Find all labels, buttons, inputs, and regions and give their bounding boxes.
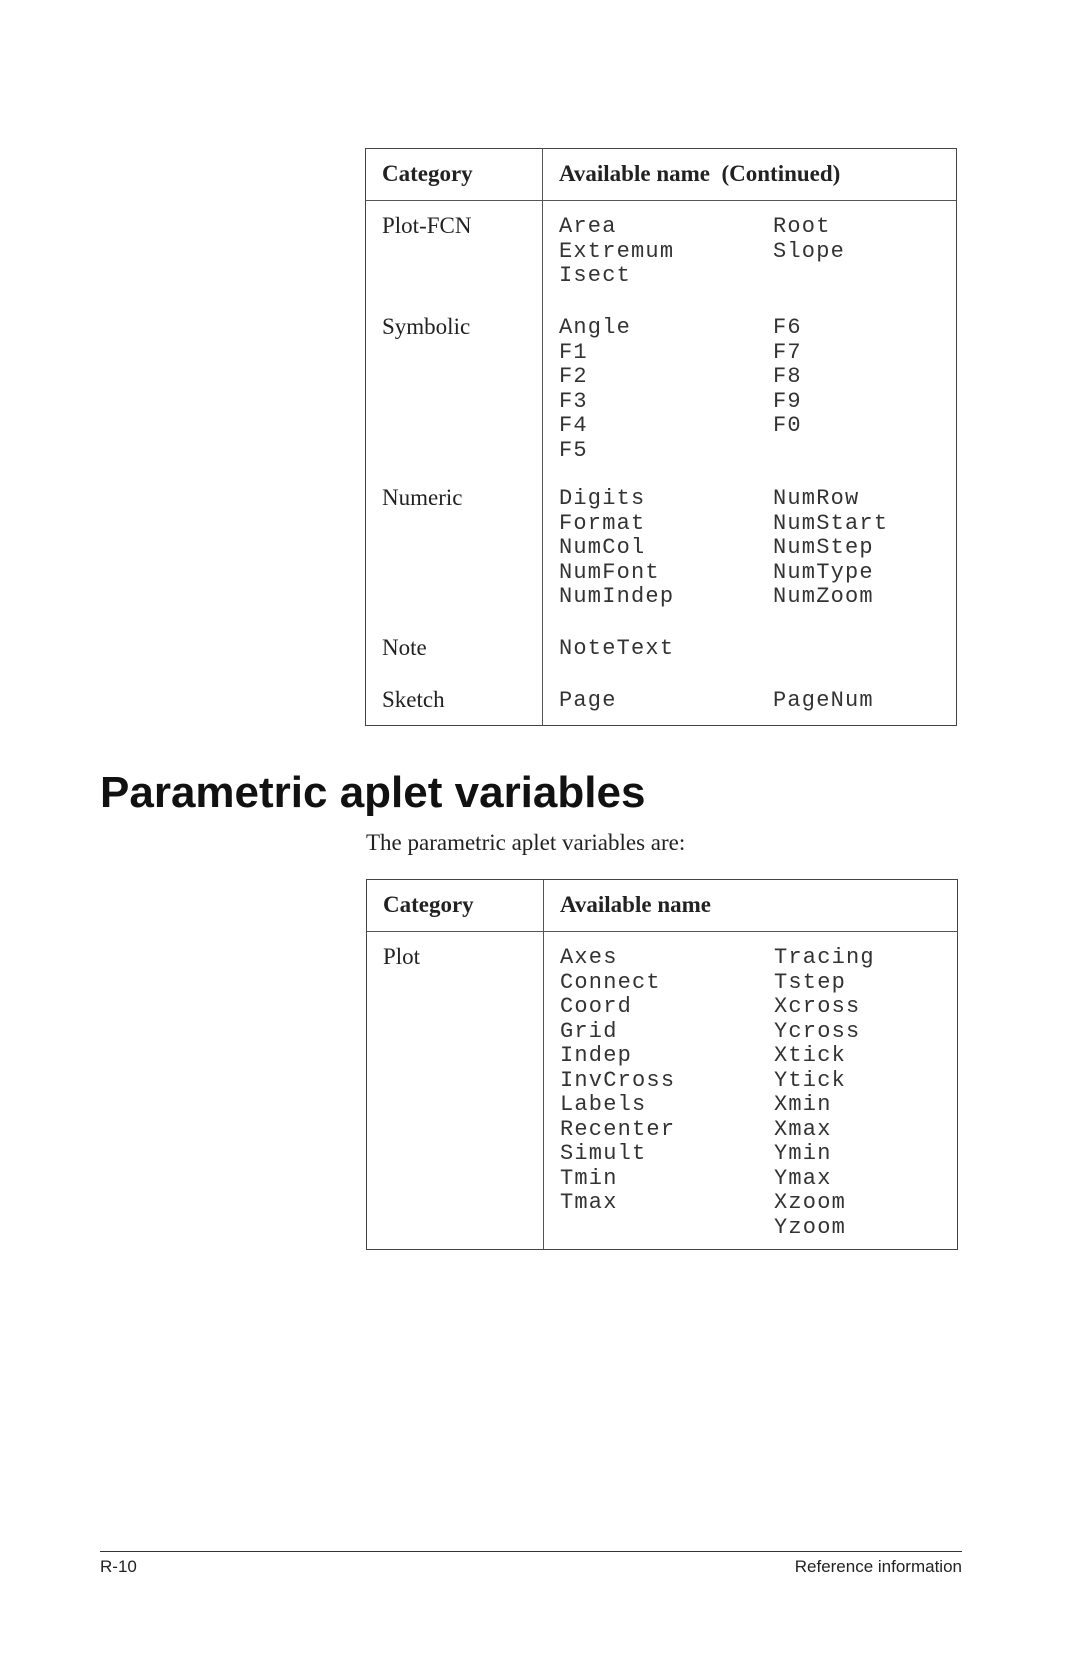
- variable-name: F1: [559, 339, 588, 365]
- variable-name: F9: [773, 388, 802, 414]
- variable-name: NoteText: [559, 636, 675, 661]
- variable-name: Digits: [559, 486, 646, 511]
- name-column: [560, 946, 675, 1216]
- variable-name: NumStart: [773, 510, 889, 536]
- variable-name: Grid: [560, 1018, 618, 1044]
- variable-name: Format: [559, 510, 646, 536]
- variable-name: Coord: [560, 994, 633, 1019]
- variable-name: F2: [559, 364, 588, 389]
- variable-name: Ytick: [774, 1067, 847, 1093]
- variable-name: F0: [773, 413, 802, 438]
- variable-name: NumIndep: [559, 584, 675, 609]
- variable-name: Ymax: [774, 1165, 832, 1191]
- header-category: Category: [382, 161, 473, 186]
- header-category: Category: [383, 892, 474, 917]
- variable-name: Indep: [560, 1043, 633, 1068]
- variable-name: NumRow: [773, 486, 860, 511]
- variable-name: Yzoom: [774, 1214, 847, 1240]
- page-number: R-10: [100, 1557, 137, 1576]
- variable-name: Page: [559, 688, 617, 713]
- header-name: Available name (Continued): [559, 161, 841, 186]
- row-category: Symbolic: [382, 314, 471, 339]
- variable-name: Tmin: [560, 1165, 618, 1191]
- variable-name: Simult: [560, 1141, 647, 1166]
- variable-name: Tstep: [774, 969, 847, 995]
- footer-section: Reference information: [794, 1557, 962, 1576]
- variable-name: NumZoom: [773, 584, 874, 609]
- row-category: Sketch: [382, 687, 445, 712]
- variable-name: Xzoom: [774, 1190, 847, 1215]
- variable-name: NumFont: [559, 559, 660, 585]
- row-category: Numeric: [382, 485, 463, 510]
- variable-name: Ymin: [774, 1141, 832, 1166]
- variable-name: Connect: [560, 969, 661, 995]
- variable-name: F5: [559, 437, 588, 463]
- variable-name: F4: [559, 413, 588, 438]
- name-column: [559, 637, 674, 662]
- header-divider: [367, 931, 957, 932]
- column-divider: [543, 880, 544, 1249]
- name-column: [559, 215, 674, 289]
- table-parametric: [366, 879, 958, 1250]
- variable-name: NumType: [773, 559, 874, 585]
- variable-name: Slope: [773, 238, 846, 264]
- variable-name: Isect: [559, 263, 632, 288]
- variable-name: Labels: [560, 1092, 647, 1117]
- name-column: [773, 689, 874, 714]
- variable-name: Xcross: [774, 994, 861, 1019]
- table-continued: [365, 148, 957, 726]
- variable-name: Angle: [559, 315, 632, 340]
- row-category: Note: [382, 635, 427, 660]
- variable-name: Extremum: [559, 238, 675, 264]
- section-intro: The parametric aplet variables are:: [366, 830, 686, 855]
- variable-name: Area: [559, 214, 617, 239]
- variable-name: F3: [559, 388, 588, 414]
- name-column: [774, 946, 875, 1240]
- variable-name: F8: [773, 364, 802, 389]
- name-column: [773, 487, 888, 610]
- section-heading: Parametric aplet variables: [100, 768, 646, 817]
- variable-name: Axes: [560, 945, 618, 970]
- variable-name: Xmin: [774, 1092, 832, 1117]
- name-column: [559, 689, 617, 714]
- variable-name: NumStep: [773, 535, 874, 560]
- footer-rule: [100, 1551, 962, 1552]
- header-divider: [366, 200, 956, 201]
- variable-name: Tracing: [774, 945, 875, 970]
- column-divider: [542, 149, 543, 725]
- name-column: [773, 215, 845, 264]
- row-category: Plot-FCN: [382, 213, 472, 238]
- header-name: Available name: [560, 892, 711, 917]
- variable-name: F7: [773, 339, 802, 365]
- variable-name: Tmax: [560, 1190, 618, 1215]
- variable-name: InvCross: [560, 1067, 676, 1093]
- variable-name: Root: [773, 214, 831, 239]
- name-column: [559, 316, 631, 463]
- variable-name: F6: [773, 315, 802, 340]
- variable-name: Recenter: [560, 1116, 676, 1142]
- name-column: [559, 487, 674, 610]
- variable-name: Xtick: [774, 1043, 847, 1068]
- variable-name: PageNum: [773, 688, 874, 713]
- variable-name: Xmax: [774, 1116, 832, 1142]
- name-column: [773, 316, 802, 439]
- variable-name: NumCol: [559, 535, 646, 560]
- variable-name: Ycross: [774, 1018, 861, 1044]
- row-category: Plot: [383, 944, 421, 969]
